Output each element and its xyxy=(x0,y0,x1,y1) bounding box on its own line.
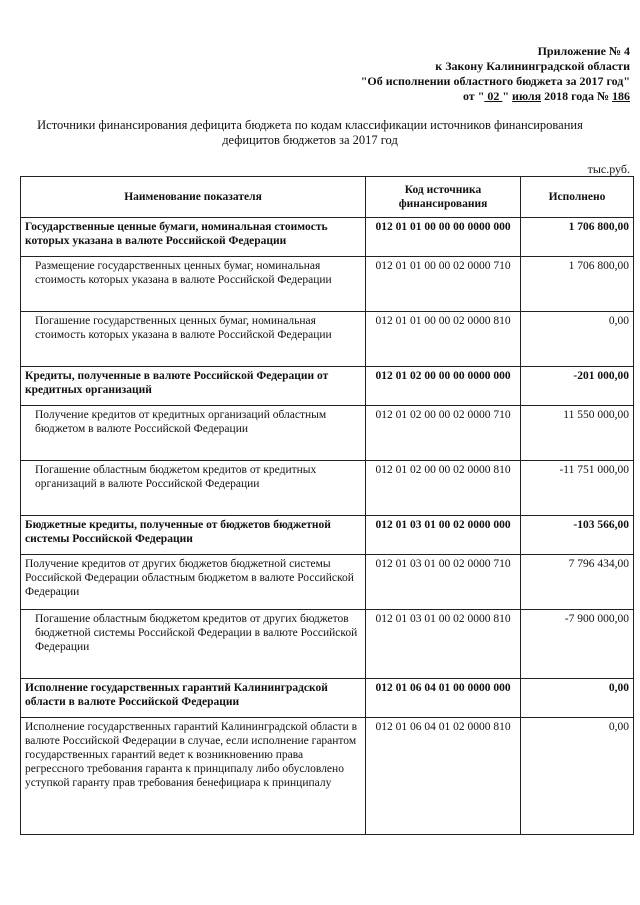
row-value: 11 550 000,00 xyxy=(521,406,634,461)
table-row xyxy=(21,218,634,257)
column-header-code: Код источника финансирования xyxy=(366,177,521,218)
date-month: июля xyxy=(512,89,542,103)
appendix-number: Приложение № 4 xyxy=(537,44,630,58)
row-value: 0,00 xyxy=(521,718,634,835)
row-value: 7 796 434,00 xyxy=(521,555,634,610)
table-row xyxy=(21,610,634,679)
row-value: 1 706 800,00 xyxy=(521,257,634,312)
row-name: Получение кредитов от других бюджетов бюджетной системы Российской Федерации областным бюджетом в валюте Российской Федерации xyxy=(21,555,366,610)
row-code: 012 01 06 04 01 00 0000 000 xyxy=(366,679,521,718)
row-code: 012 01 03 01 00 02 0000 000 xyxy=(366,516,521,555)
table-row xyxy=(21,718,634,835)
table-row xyxy=(21,257,634,312)
row-name: Бюджетные кредиты, полученные от бюджетов бюджетной системы Российской Федерации xyxy=(21,516,366,555)
appendix-date: от " 02 " июля 2018 года № 186 xyxy=(462,89,630,103)
row-value: 0,00 xyxy=(521,312,634,367)
table-row xyxy=(21,367,634,406)
row-value: -7 900 000,00 xyxy=(521,610,634,679)
row-name: Погашение областным бюджетом кредитов от кредитных организаций в валюте Российской Федерации xyxy=(21,461,366,516)
appendix-header xyxy=(210,44,630,104)
appendix-law-title: "Об исполнении областного бюджета за 2017 год" xyxy=(360,74,630,88)
document-title: Источники финансирования дефицита бюджета по кодам классификации источников финансирования дефицитов бюджетов за 2017 год xyxy=(37,118,583,147)
date-day: 02 xyxy=(484,89,503,103)
row-code: 012 01 06 04 01 02 0000 810 xyxy=(366,718,521,835)
table-row xyxy=(21,679,634,718)
table-row xyxy=(21,555,634,610)
row-value: -103 566,00 xyxy=(521,516,634,555)
row-code: 012 01 02 00 00 02 0000 710 xyxy=(366,406,521,461)
row-name: Исполнение государственных гарантий Калининградской области в валюте Российской Федерации в случае, если исполнение гарантом государственных гарантий ведет к возникновению права регрессного требования гаранта к принципалу либо обусловлено уступкой гаранту прав требования бенефициара к принципалу xyxy=(21,718,366,835)
row-name: Кредиты, полученные в валюте Российской Федерации от кредитных организаций xyxy=(21,367,366,406)
row-name: Погашение областным бюджетом кредитов от других бюджетов бюджетной системы Российской Федерации в валюте Российской Федерации xyxy=(21,610,366,679)
column-header-executed: Исполнено xyxy=(521,177,634,218)
table-row xyxy=(21,516,634,555)
law-number: 186 xyxy=(612,89,630,103)
row-value: 1 706 800,00 xyxy=(521,218,634,257)
table-row xyxy=(21,312,634,367)
row-code: 012 01 02 00 00 02 0000 810 xyxy=(366,461,521,516)
row-code: 012 01 01 00 00 02 0000 810 xyxy=(366,312,521,367)
row-value: -11 751 000,00 xyxy=(521,461,634,516)
row-code: 012 01 01 00 00 00 0000 000 xyxy=(366,218,521,257)
row-value: 0,00 xyxy=(521,679,634,718)
row-name: Исполнение государственных гарантий Калининградской области в валюте Российской Федерации xyxy=(21,679,366,718)
row-code: 012 01 02 00 00 00 0000 000 xyxy=(366,367,521,406)
table-row xyxy=(21,461,634,516)
column-header-name: Наименование показателя xyxy=(21,177,366,218)
row-name: Погашение государственных ценных бумаг, номинальная стоимость которых указана в валюте Российской Федерации xyxy=(21,312,366,367)
units-label: тыс.руб. xyxy=(587,162,630,176)
row-code: 012 01 03 01 00 02 0000 710 xyxy=(366,555,521,610)
table-row xyxy=(21,406,634,461)
appendix-law-ref: к Закону Калининградской области xyxy=(435,59,630,73)
row-value: -201 000,00 xyxy=(521,367,634,406)
row-name: Получение кредитов от кредитных организаций областным бюджетом в валюте Российской Федерации xyxy=(21,406,366,461)
row-name: Государственные ценные бумаги, номинальная стоимость которых указана в валюте Российской Федерации xyxy=(21,218,366,257)
row-name: Размещение государственных ценных бумаг, номинальная стоимость которых указана в валюте Российской Федерации xyxy=(21,257,366,312)
row-code: 012 01 03 01 00 02 0000 810 xyxy=(366,610,521,679)
financing-sources-table xyxy=(20,176,634,835)
table-header-row xyxy=(21,177,634,218)
row-code: 012 01 01 00 00 02 0000 710 xyxy=(366,257,521,312)
